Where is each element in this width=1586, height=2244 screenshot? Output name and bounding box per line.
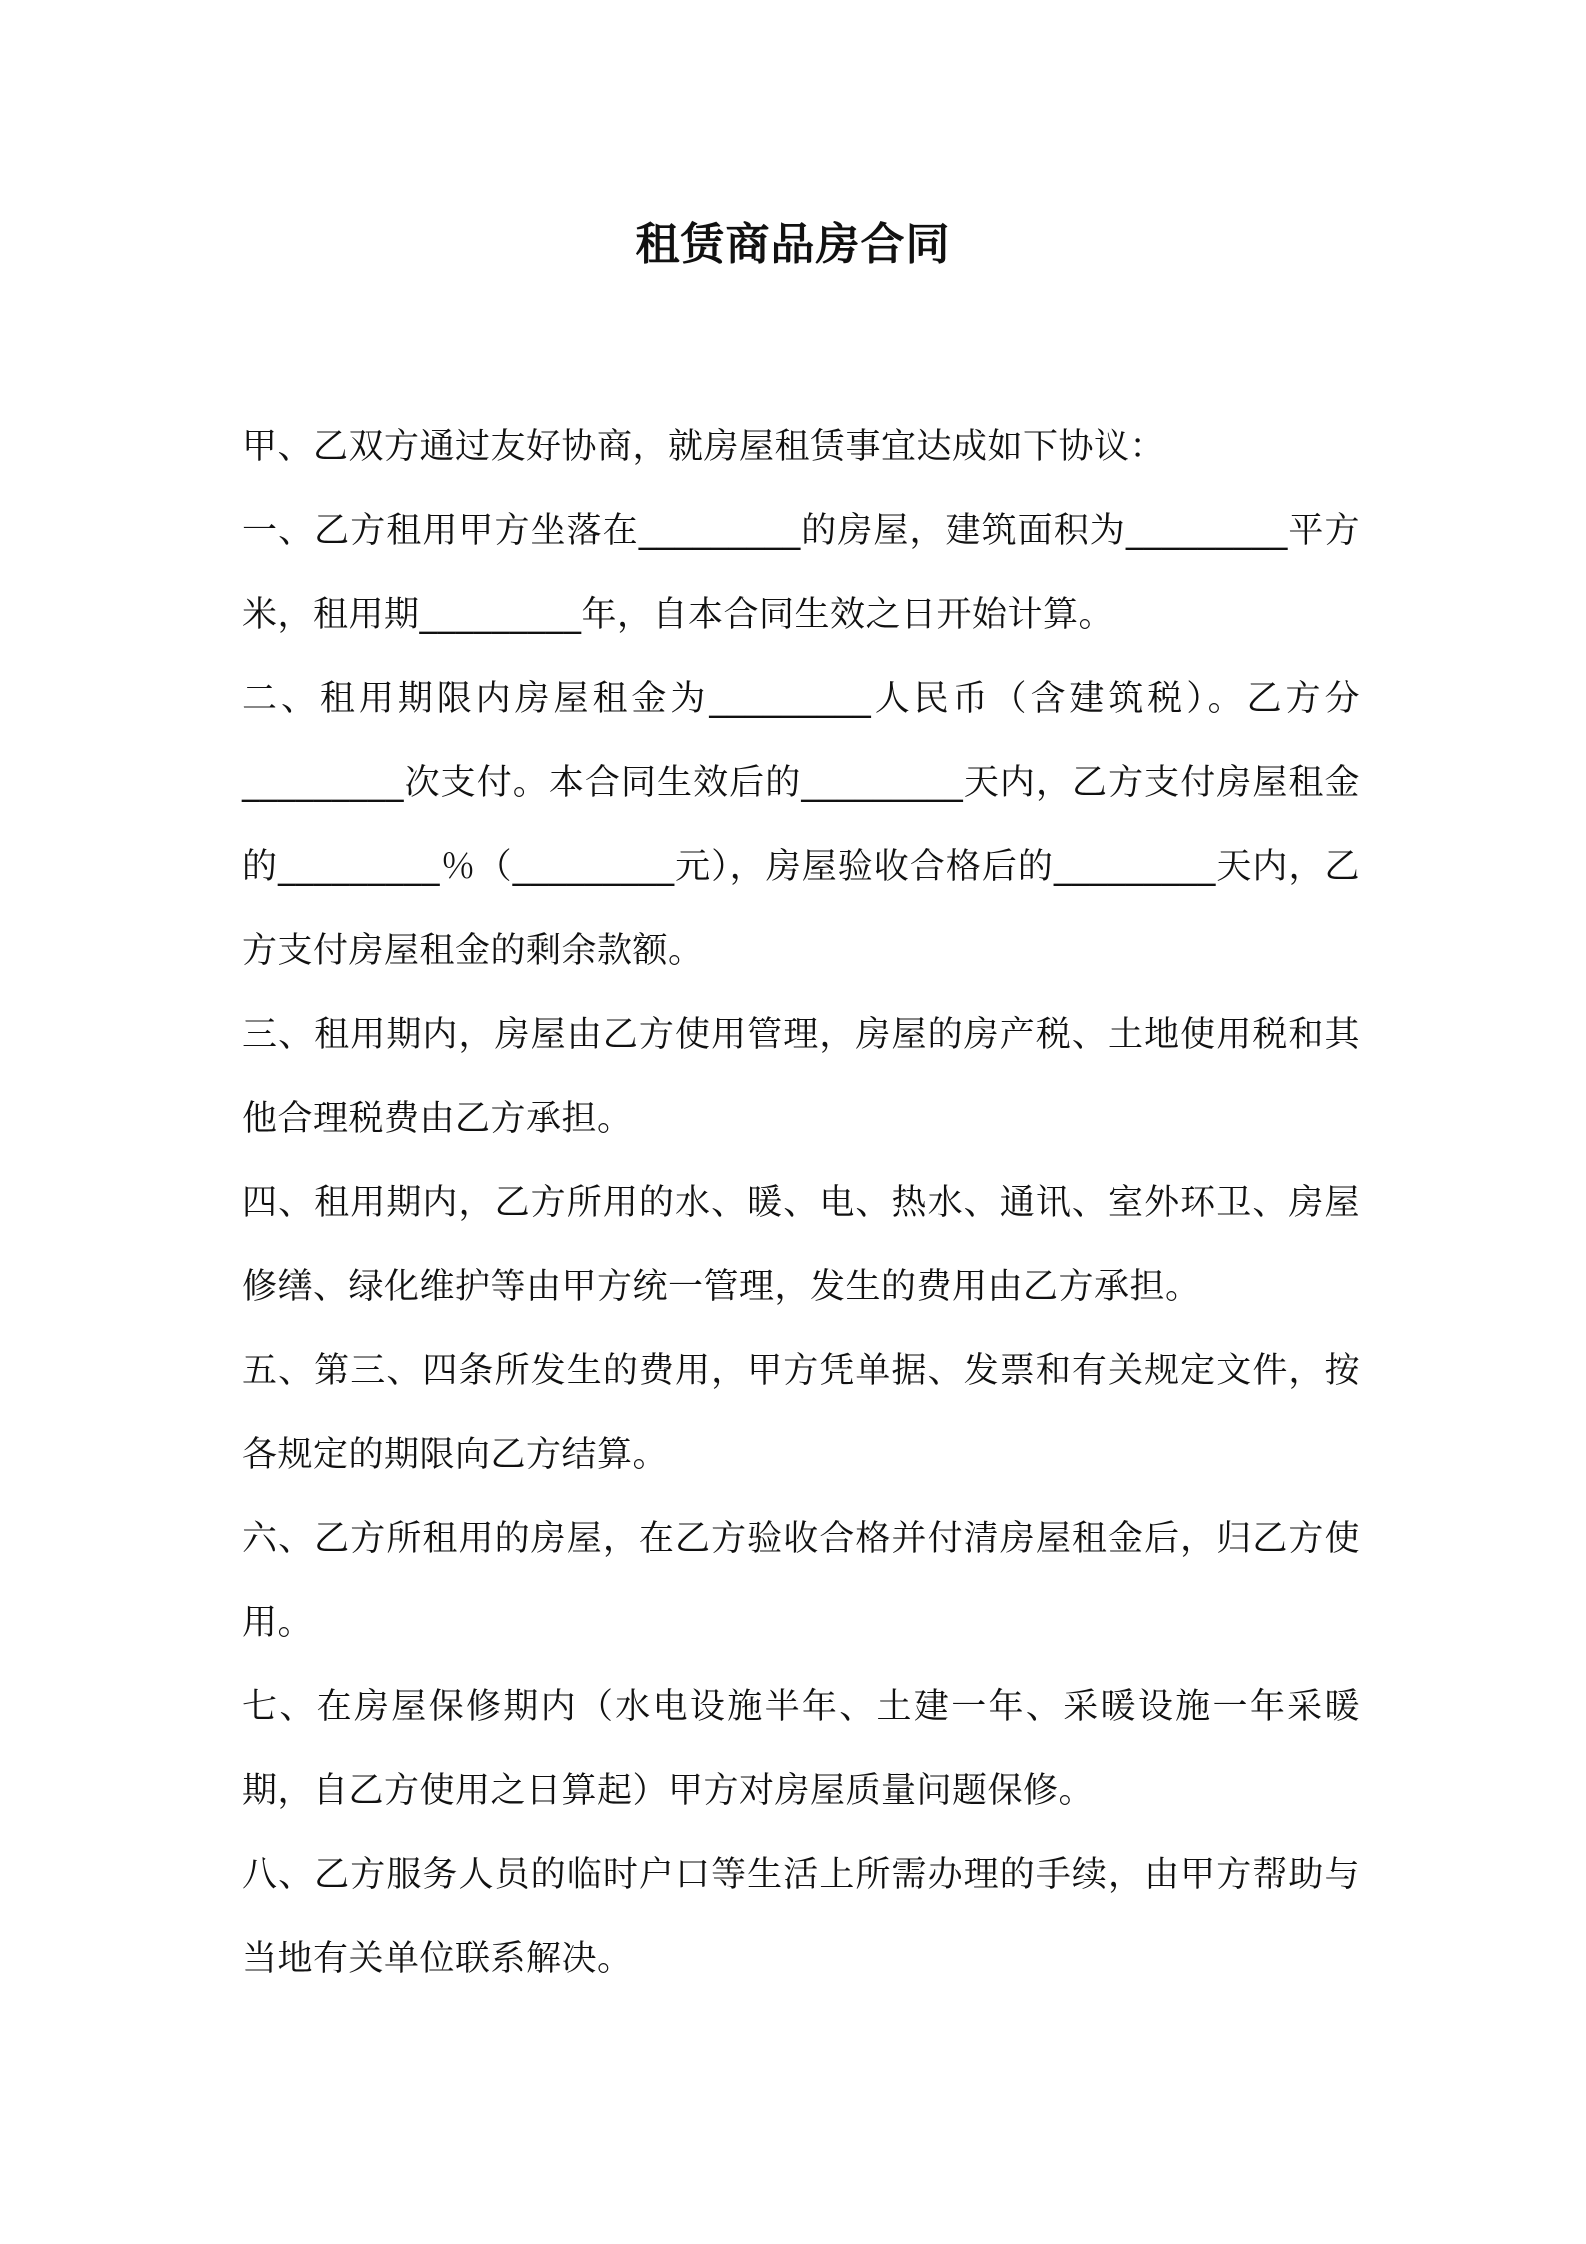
intro-paragraph: 甲、乙双方通过友好协商，就房屋租赁事宜达成如下协议：: [242, 427, 1166, 467]
clause-8: 八、乙方服务人员的临时户口等生活上所需办理的手续，由甲方帮助与当地有关单位联系解决。: [242, 1855, 1360, 1979]
clause-5: 五、第三、四条所发生的费用，甲方凭单据、发票和有关规定文件，按各规定的期限向乙方结算。: [242, 1351, 1360, 1475]
clause-2: 二、租用期限内房屋租金为_________人民币（含建筑税）。乙方分_________次支付。本合同生效后的_________天内，乙方支付房屋租金的_________％（_________元），房屋验收合格后的_________天内，乙方支付房屋租金的剩余款额。: [242, 679, 1360, 971]
document-title: 租赁商品房合同: [635, 219, 951, 270]
clause-3: 三、租用期内，房屋由乙方使用管理，房屋的房产税、土地使用税和其他合理税费由乙方承担。: [242, 1015, 1360, 1139]
document-body: [242, 405, 1360, 2001]
clause-7: 七、在房屋保修期内（水电设施半年、土建一年、采暖设施一年采暖期，自乙方使用之日算起）甲方对房屋质量问题保修。: [242, 1687, 1360, 1811]
clause-4: 四、租用期内，乙方所用的水、暖、电、热水、通讯、室外环卫、房屋修缮、绿化维护等由甲方统一管理，发生的费用由乙方承担。: [242, 1183, 1360, 1307]
clause-1: 一、乙方租用甲方坐落在_________的房屋，建筑面积为_________平方米，租用期_________年，自本合同生效之日开始计算。: [242, 511, 1360, 635]
clause-6: 六、乙方所租用的房屋，在乙方验收合格并付清房屋租金后，归乙方使用。: [242, 1519, 1360, 1643]
